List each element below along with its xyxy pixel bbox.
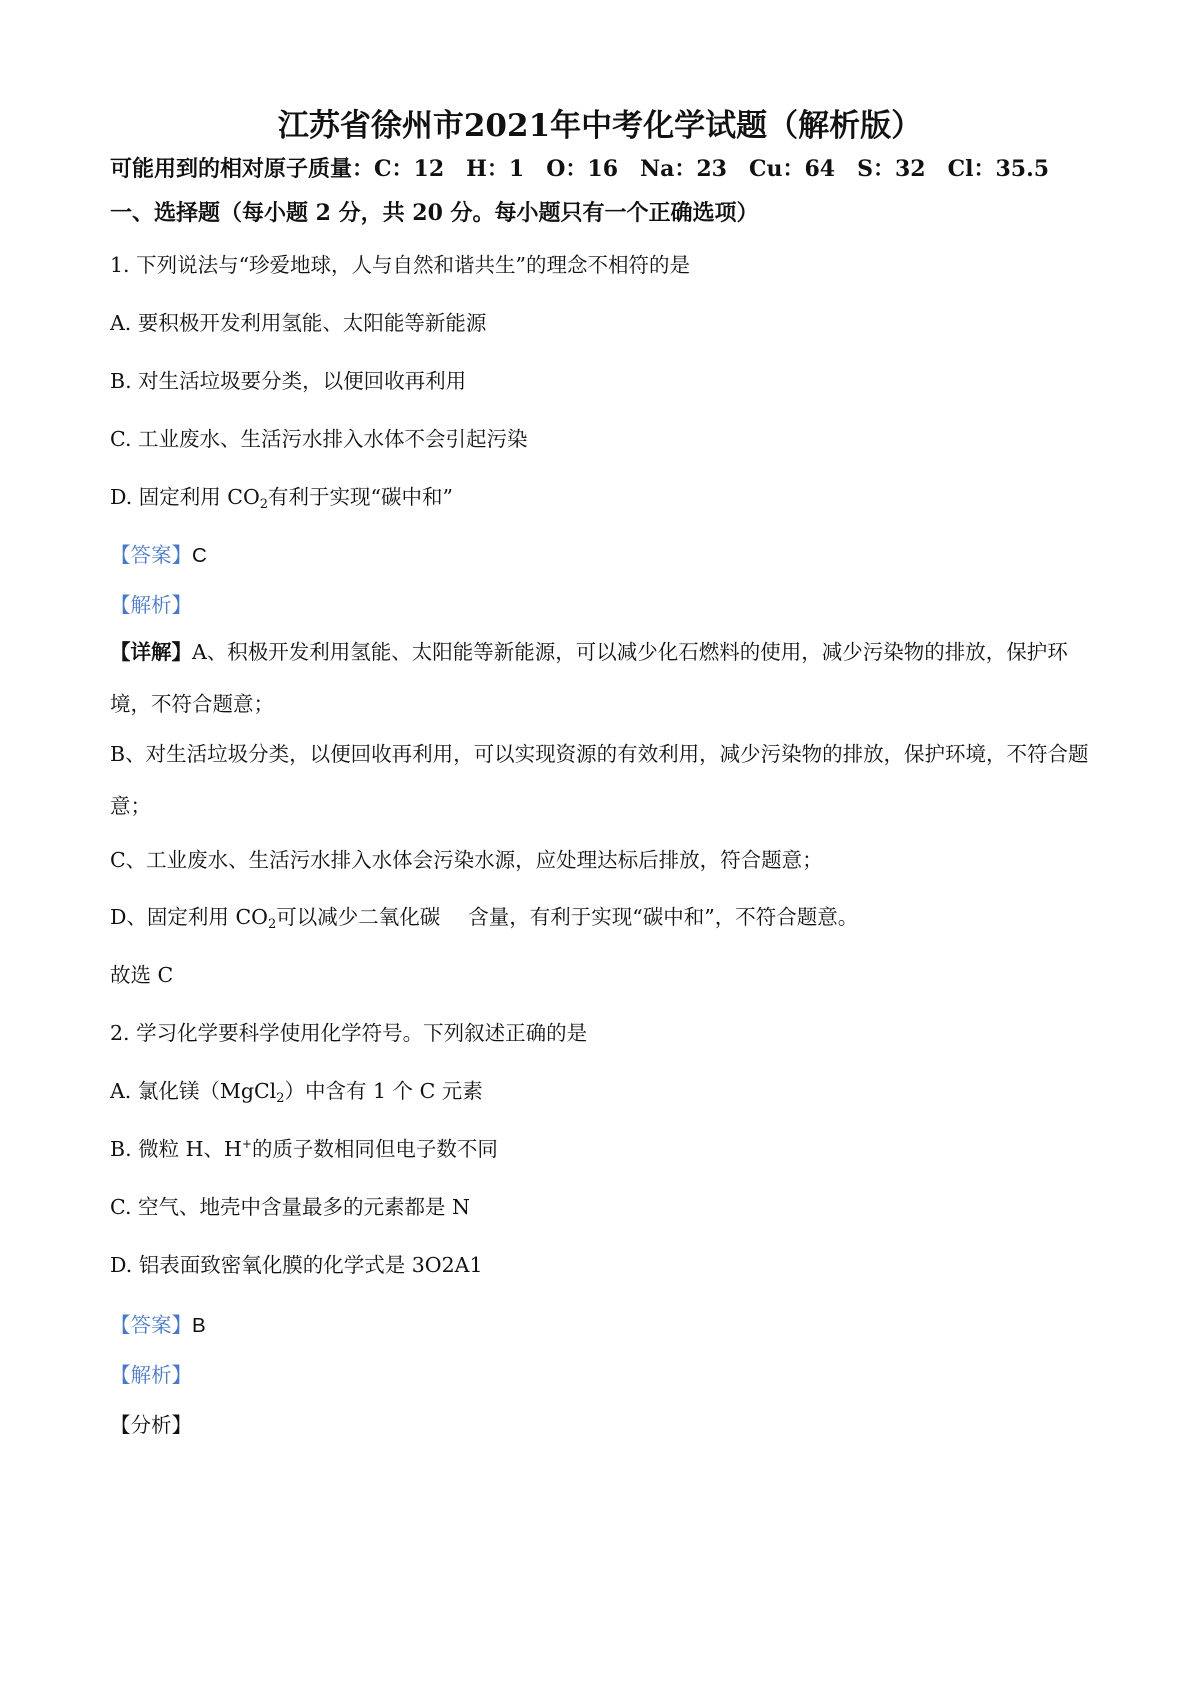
q1-detail-a: [110, 626, 1100, 730]
q2-option-d: D. 铝表面致密氧化膜的化学式是 3O2A1: [110, 1253, 483, 1277]
q1-option-a: A. 要积极开发利用氢能、太阳能等新能源: [110, 311, 487, 335]
q2-analysis-tag: 【解析】: [110, 1363, 192, 1387]
q1-detail-d: [110, 900, 858, 932]
q2-analysis2-tag: 【分析】: [110, 1413, 192, 1437]
q1-option-d-sub: 2: [259, 497, 269, 512]
q1-answer-tag: 【答案】: [110, 543, 192, 567]
q1-answer-value: C: [192, 544, 207, 567]
q1-option-d: [110, 480, 453, 512]
section-heading: 一、选择题（每小题 2 分，共 20 分。每小题只有一个正确选项）: [110, 200, 759, 226]
q1-detail-d-mid: 可以减少二氧化碳: [276, 905, 441, 929]
q2-answer-tag: 【答案】: [110, 1313, 192, 1337]
q1-detail-tag: 【详解】: [110, 640, 192, 664]
q1-detail-d-prefix: D、固定利用 CO: [110, 905, 268, 929]
q2-option-a-suffix: ）中含有 1 个 C 元素: [284, 1079, 483, 1103]
q2-option-b-sup: +: [241, 1137, 252, 1151]
q2-option-a-prefix: A. 氯化镁（MgCl: [110, 1079, 277, 1103]
q1-detail-b: B、对生活垃圾分类，以便回收再利用，可以实现资源的有效利用，减少污染物的排放，保护环境，不符合题意；: [110, 742, 1089, 818]
q1-stem: 1. 下列说法与“珍爱地球，人与自然和谐共生”的理念不相符的是: [110, 253, 691, 277]
q1-detail-d-suffix: 含量，有利于实现“碳中和”，不符合题意。: [468, 905, 859, 929]
q1-detail-a-text: A、积极开发利用氢能、太阳能等新能源，可以减少化石燃料的使用，减少污染物的排放，保护环境，不符合题意；: [110, 640, 1068, 716]
q2-stem: 2. 学习化学要科学使用化学符号。下列叙述正确的是: [110, 1021, 588, 1045]
q2-option-a: [110, 1074, 483, 1106]
q1-answer: [110, 538, 207, 568]
q2-option-a-sub: 2: [276, 1091, 285, 1106]
q2-option-b-suffix: 的质子数相同但电子数不同: [251, 1137, 498, 1161]
q1-option-c: C. 工业废水、生活污水排入水体不会引起污染: [110, 427, 528, 451]
q1-option-b: B. 对生活垃圾要分类，以便回收再利用: [110, 369, 467, 393]
q2-option-b-prefix: B. 微粒 H、H: [110, 1137, 242, 1161]
q1-conclusion: 故选 C: [110, 963, 174, 987]
q1-detail-c: C、工业废水、生活污水排入水体会污染水源，应处理达标后排放，符合题意；: [110, 848, 823, 872]
q2-answer: [110, 1308, 206, 1338]
q1-option-d-suffix: 有利于实现“碳中和”: [268, 485, 453, 509]
q2-option-b: [110, 1132, 498, 1162]
q1-detail-d-sub: 2: [267, 917, 277, 932]
q2-option-c: C. 空气、地壳中含量最多的元素都是 N: [110, 1195, 470, 1219]
q2-answer-value: B: [192, 1314, 206, 1337]
q1-analysis-tag: 【解析】: [110, 593, 192, 617]
atomic-masses: 可能用到的相对原子质量：C：12 H：1 O：16 Na：23 Cu：64 S：32 Cl：35.5: [110, 156, 1050, 182]
q1-option-d-prefix: D. 固定利用 CO: [110, 485, 260, 509]
document-title: 江苏省徐州市2021年中考化学试题（解析版）: [277, 108, 923, 144]
